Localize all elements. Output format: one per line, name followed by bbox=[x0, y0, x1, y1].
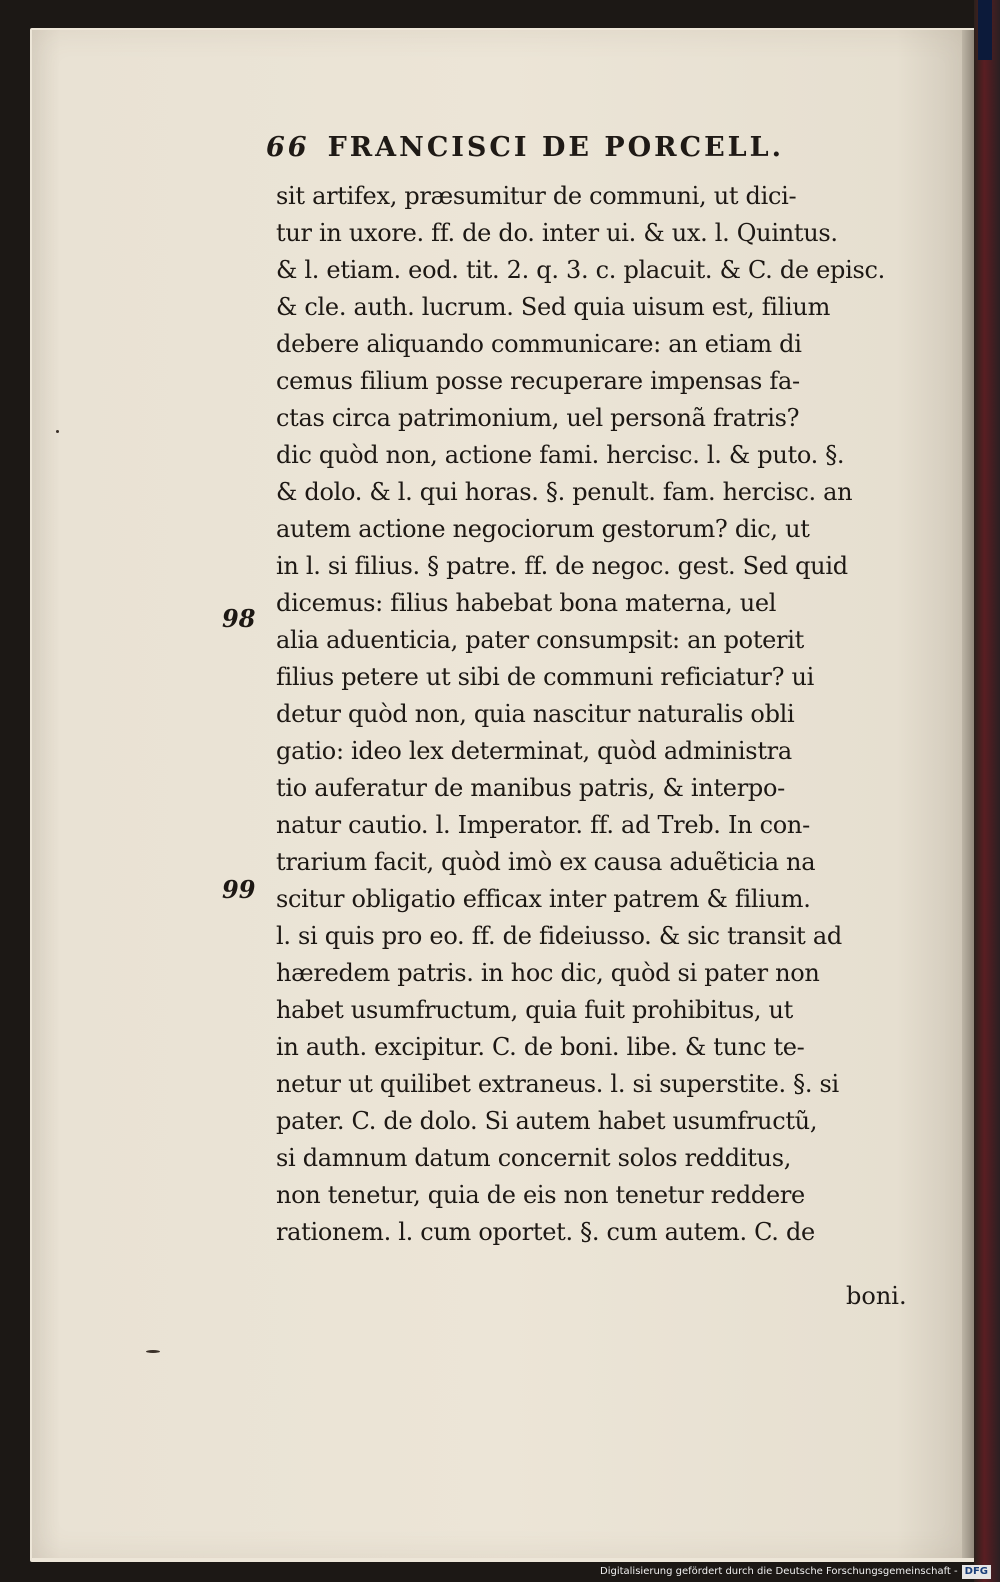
text-line: tio auferatur de manibus patris, & interpo- bbox=[276, 774, 785, 802]
marginal-number-99: 99 bbox=[222, 875, 256, 904]
text-line: pater. C. de dolo. Si autem habet usumfructũ, bbox=[276, 1107, 818, 1135]
text-line: & cle. auth. lucrum. Sed quia uisum est, filium bbox=[276, 293, 831, 321]
text-line: in auth. excipitur. C. de boni. libe. & tunc te- bbox=[276, 1033, 805, 1061]
credit-text: Digitalisierung gefördert durch die Deutsche Forschungsgemeinschaft - bbox=[600, 1566, 958, 1577]
text-line: rationem. l. cum oportet. §. cum autem. C. de bbox=[276, 1218, 815, 1246]
text-line: scitur obligatio efficax inter patrem & filium. bbox=[276, 885, 811, 913]
text-line: cemus filium posse recuperare impensas fa- bbox=[276, 367, 800, 395]
text-line: natur cautio. l. Imperator. ff. ad Treb. In con- bbox=[276, 811, 810, 839]
text-line: debere aliquando communicare: an etiam di bbox=[276, 330, 802, 358]
text-line: ctas circa patrimonium, uel personã fratris? bbox=[276, 404, 800, 432]
text-line: filius petere ut sibi de communi reficiatur? ui bbox=[276, 663, 815, 691]
paper-speck bbox=[56, 430, 59, 433]
text-line: & l. etiam. eod. tit. 2. q. 3. c. placuit. & C. de episc. bbox=[276, 256, 885, 284]
text-line: detur quòd non, quia nascitur naturalis obli bbox=[276, 700, 795, 728]
marginal-number-98: 98 bbox=[222, 604, 256, 633]
text-line: habet usumfructum, quia fuit prohibitus, ut bbox=[276, 996, 794, 1024]
book-spine bbox=[974, 0, 1000, 1582]
dfg-logo-icon: DFG bbox=[962, 1565, 991, 1579]
text-line: si damnum datum concernit solos redditus, bbox=[276, 1144, 792, 1172]
text-line: gatio: ideo lex determinat, quòd administra bbox=[276, 737, 792, 765]
running-title: FRANCISCI DE PORCELL. bbox=[327, 132, 785, 163]
text-line: trarium facit, quòd imò ex causa aduẽticia na bbox=[276, 848, 816, 876]
running-header bbox=[266, 132, 886, 172]
text-line: in l. si filius. § patre. ff. de negoc. gest. Sed quid bbox=[276, 552, 848, 580]
text-line: tur in uxore. ff. de do. inter ui. & ux. l. Quintus. bbox=[276, 219, 838, 247]
text-line: autem actione negociorum gestorum? dic, ut bbox=[276, 515, 810, 543]
text-line: sit artifex, præsumitur de communi, ut dici- bbox=[276, 182, 797, 210]
paper-speck bbox=[146, 1350, 160, 1353]
digitization-credit bbox=[600, 1562, 1000, 1582]
text-line: & dolo. & l. qui horas. §. penult. fam. hercisc. an bbox=[276, 478, 853, 506]
text-line: hæredem patris. in hoc dic, quòd si pater non bbox=[276, 959, 820, 987]
catchword: boni. bbox=[846, 1282, 907, 1310]
page-number: 66 bbox=[266, 132, 310, 163]
text-line: alia aduenticia, pater consumpsit: an poterit bbox=[276, 626, 804, 654]
text-line: dic quòd non, actione fami. hercisc. l. & puto. §. bbox=[276, 441, 845, 469]
text-line: l. si quis pro eo. ff. de fideiusso. & sic transit ad bbox=[276, 922, 842, 950]
spine-band bbox=[978, 0, 992, 60]
text-line: dicemus: filius habebat bona materna, uel bbox=[276, 589, 777, 617]
text-line: netur ut quilibet extraneus. l. si superstite. §. si bbox=[276, 1070, 839, 1098]
body-text bbox=[276, 178, 932, 1251]
text-line: non tenetur, quia de eis non tenetur reddere bbox=[276, 1181, 805, 1209]
